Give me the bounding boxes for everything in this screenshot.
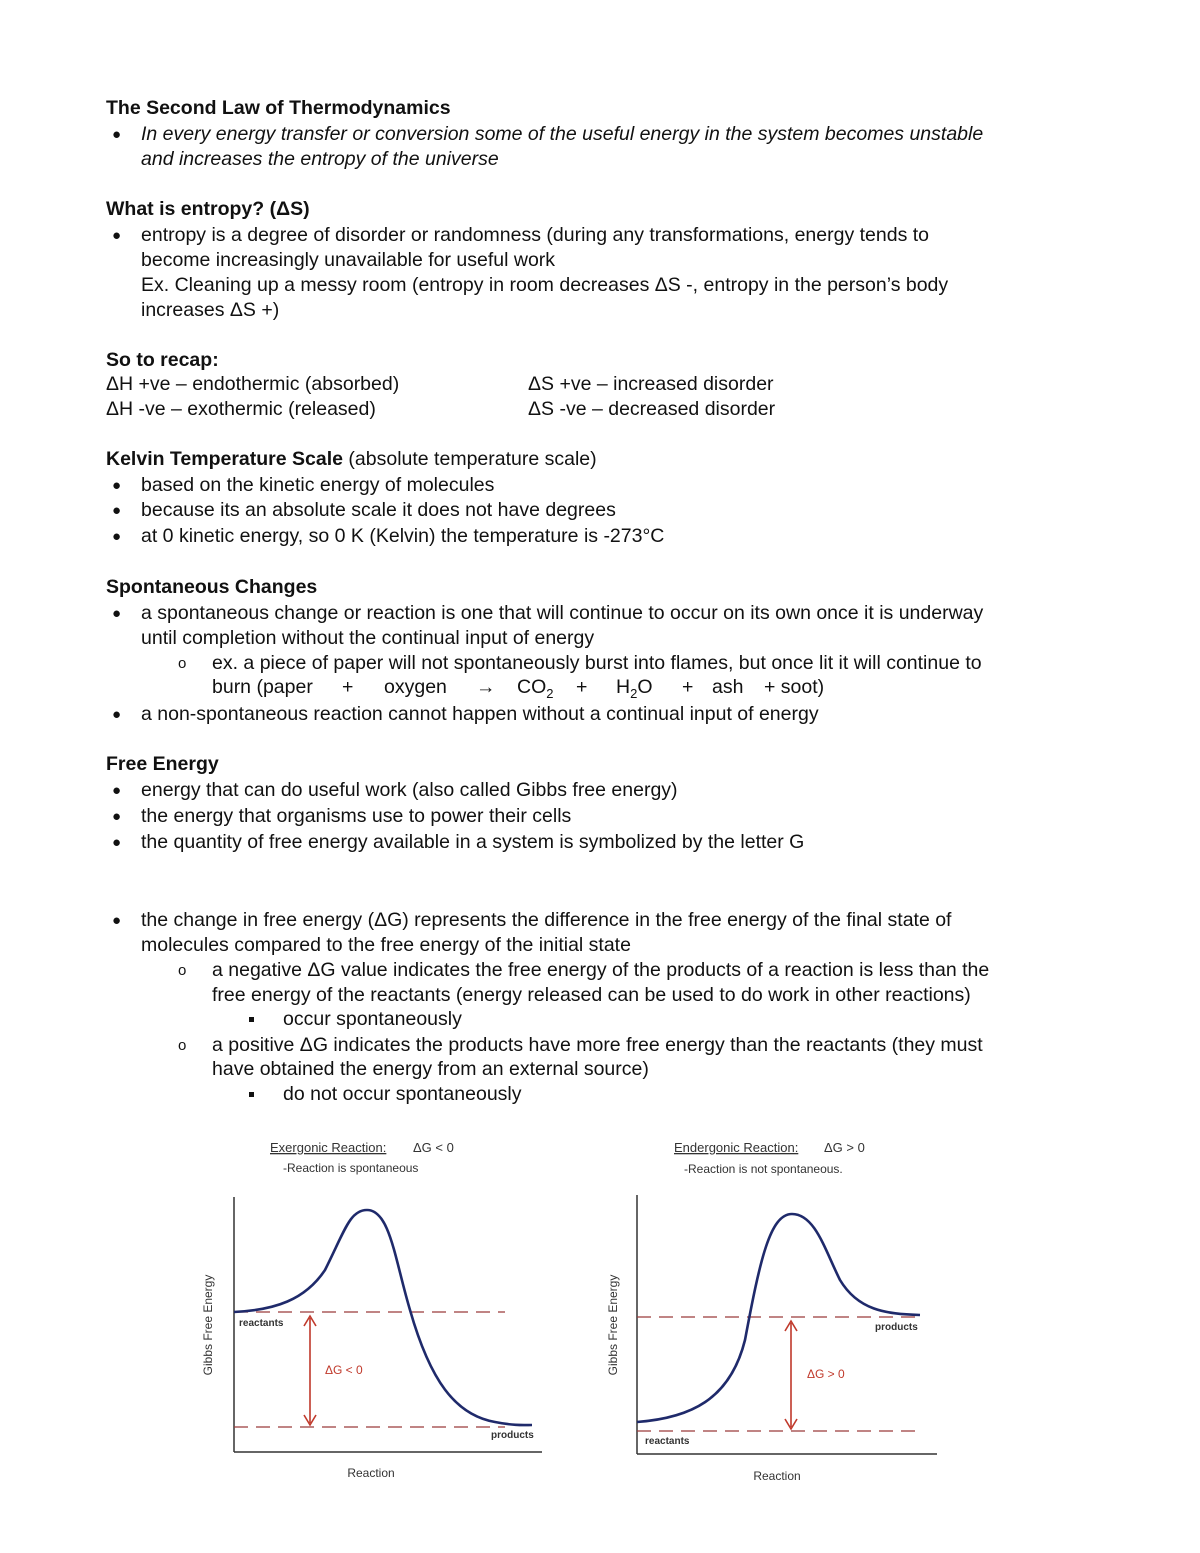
eq-plus: +: [576, 676, 588, 698]
exergonic-diagram: [195, 1130, 555, 1490]
end-label: products: [491, 1430, 534, 1441]
recap-s-negative: ΔS -ve – decreased disorder: [528, 398, 776, 420]
bullet-icon: ●: [112, 605, 122, 622]
free-energy-heading: Free Energy: [106, 753, 219, 775]
entropy-line-3: Ex. Cleaning up a messy room (entropy in room decreases ΔS -, entropy in the person’s body: [141, 274, 949, 296]
bullet-icon: ●: [112, 912, 122, 929]
kelvin-heading: Kelvin Temperature Scale: [106, 448, 343, 470]
start-label: reactants: [645, 1436, 690, 1447]
spontaneous-heading: Spontaneous Changes: [106, 576, 318, 598]
bullet-icon: ●: [112, 126, 122, 143]
square-bullet-icon: [249, 1092, 254, 1097]
free-energy-bullet-1: energy that can do useful work (also called Gibbs free energy): [141, 779, 678, 801]
eq-burn-paper: burn (paper: [212, 676, 313, 698]
eq-soot: + soot): [764, 676, 825, 698]
endergonic-title: Endergonic Reaction:: [674, 1140, 799, 1155]
entropy-line-4: increases ΔS +): [141, 299, 280, 321]
endergonic-title-dg: ΔG > 0: [824, 1140, 865, 1155]
endergonic-subtitle: -Reaction is not spontaneous.: [684, 1162, 843, 1176]
y-axis-label: Gibbs Free Energy: [606, 1274, 620, 1376]
bullet-icon: ●: [112, 706, 122, 723]
square-bullet-icon: [249, 1017, 254, 1022]
eq-arrow: →: [476, 676, 496, 698]
x-axis-label: Reaction: [347, 1466, 395, 1480]
free-energy-bullet-4-line-2: molecules compared to the free energy of the initial state: [141, 934, 631, 956]
second-law-heading: The Second Law of Thermodynamics: [106, 97, 451, 119]
spontaneous-bullet-1-line-1: a spontaneous change or reaction is one that will continue to occur on its own once it is underway: [141, 602, 984, 624]
eq-co2: $CO_2$: [517, 676, 554, 701]
negative-dg-line-1: a negative ΔG value indicates the free energy of the products of a reaction is less than the: [212, 959, 990, 981]
dg-label: ΔG > 0: [807, 1367, 845, 1381]
kelvin-bullet-2: because its an absolute scale it does not have degrees: [141, 499, 616, 521]
recap-h-positive: ΔH +ve – endothermic (absorbed): [106, 373, 400, 395]
second-law-line-1: In every energy transfer or conversion some of the useful energy in the system becomes unstable: [141, 123, 984, 145]
y-axis-label: Gibbs Free Energy: [201, 1274, 215, 1376]
combustion-equation: [212, 675, 825, 701]
bullet-icon: ●: [112, 477, 122, 494]
recap-s-positive: ΔS +ve – increased disorder: [528, 373, 774, 395]
positive-dg-sub: do not occur spontaneously: [283, 1083, 522, 1105]
spontaneous-bullet-1-line-2: until completion without the continual input of energy: [141, 627, 595, 649]
entropy-line-2: become increasingly unavailable for useful work: [141, 249, 556, 271]
kelvin-heading-line: [106, 447, 597, 472]
end-label: products: [875, 1322, 918, 1333]
bullet-icon: ●: [112, 502, 122, 519]
second-law-line-2: and increases the entropy of the universe: [141, 148, 499, 170]
exergonic-subtitle: -Reaction is spontaneous: [283, 1161, 419, 1175]
kelvin-bullet-1: based on the kinetic energy of molecules: [141, 474, 495, 496]
positive-dg-line-2: have obtained the energy from an external source): [212, 1058, 649, 1080]
bullet-icon: ●: [112, 528, 122, 545]
bullet-icon: ●: [112, 227, 122, 244]
kelvin-subtitle: (absolute temperature scale): [348, 448, 597, 470]
bullet-icon: ●: [112, 834, 122, 851]
start-label: reactants: [239, 1318, 284, 1329]
positive-dg-line-1: a positive ΔG indicates the products have more free energy than the reactants (they must: [212, 1034, 983, 1056]
spontaneous-example-line-1: ex. a piece of paper will not spontaneously burst into flames, but once lit it will continue to: [212, 652, 982, 674]
spontaneous-bullet-2: a non-spontaneous reaction cannot happen without a continual input of energy: [141, 703, 819, 725]
endergonic-diagram: [600, 1130, 960, 1490]
eq-oxygen: oxygen: [384, 676, 447, 698]
negative-dg-sub: occur spontaneously: [283, 1008, 462, 1030]
recap-heading: So to recap:: [106, 349, 219, 371]
eq-plus: +: [342, 676, 354, 698]
circle-bullet-icon: o: [178, 655, 187, 672]
eq-ash: ash: [712, 676, 744, 698]
recap-h-negative: ΔH -ve – exothermic (released): [106, 398, 376, 420]
bullet-icon: ●: [112, 782, 122, 799]
free-energy-bullet-3: the quantity of free energy available in a system is symbolized by the letter G: [141, 831, 805, 853]
bullet-icon: ●: [112, 808, 122, 825]
kelvin-bullet-3: at 0 kinetic energy, so 0 K (Kelvin) the temperature is -273°C: [141, 525, 665, 547]
exergonic-title: Exergonic Reaction:: [270, 1140, 387, 1155]
entropy-heading: What is entropy? (ΔS): [106, 198, 310, 220]
free-energy-bullet-2: the energy that organisms use to power their cells: [141, 805, 572, 827]
circle-bullet-icon: o: [178, 1037, 187, 1054]
x-axis-label: Reaction: [753, 1469, 801, 1483]
negative-dg-line-2: free energy of the reactants (energy released can be used to do work in other reactions): [212, 984, 971, 1006]
free-energy-bullet-4-line-1: the change in free energy (ΔG) represents the difference in the free energy of the final state of: [141, 909, 952, 931]
eq-h2o: $H_2O$: [616, 676, 653, 701]
entropy-line-1: entropy is a degree of disorder or randomness (during any transformations, energy tends to: [141, 224, 930, 246]
circle-bullet-icon: o: [178, 962, 187, 979]
eq-plus: +: [682, 676, 694, 698]
dg-label: ΔG < 0: [325, 1363, 363, 1377]
exergonic-title-dg: ΔG < 0: [413, 1140, 454, 1155]
energy-curve: [637, 1214, 920, 1422]
